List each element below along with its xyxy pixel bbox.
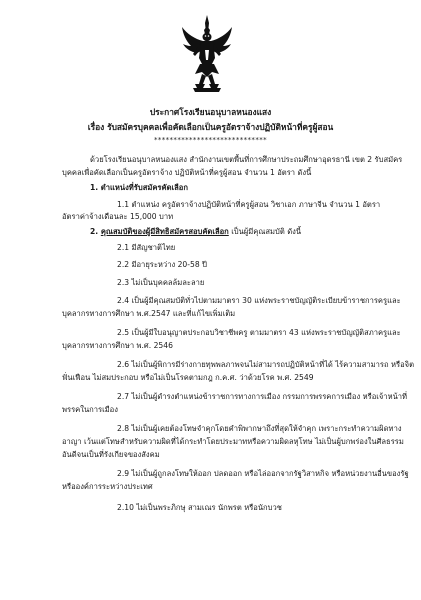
list-item: 2.8 ไม่เป็นผู้เคยต้องโทษจำคุกโดยคำพิพากษาถึงที่สุดให้จำคุก เพราะกระทำความผิดทาง <box>117 424 402 433</box>
list-item: 2.7 ไม่เป็นผู้ดำรงตำแหน่งข้าราชการทางการเมือง กรรมการพรรคการเมือง หรือเจ้าหน้าที่ <box>117 392 408 401</box>
section-2-heading <box>90 226 301 237</box>
announcement-subject: เรื่อง รับสมัครบุคคลเพื่อคัดเลือกเป็นครูอัตราจ้างปฏิบัติหน้าที่ครูผู้สอน <box>87 122 334 132</box>
list-item: 2.5 เป็นผู้มีใบอนุญาตประกอบวิชาชีพครู ตามมาตรา 43 แห่งพระราชบัญญัติสภาครูและ <box>117 328 401 337</box>
list-item-continuation: หรือองค์การระหว่างประเทศ <box>62 482 153 491</box>
list-item: 2.1 มีสัญชาติไทย <box>117 243 176 252</box>
list-item: 2.3 ไม่เป็นบุคคลล้มละลาย <box>117 278 205 287</box>
section-1-item-line-2: อัตราค่าจ้างเดือนละ 15,000 บาท <box>62 212 174 221</box>
announcement-title: ประกาศโรงเรียนอนุบาลหนองแสง <box>149 107 272 117</box>
list-item-continuation: พรรคในการเมือง <box>62 405 118 414</box>
list-item-continuation: ฟั่นเฟือน ไม่สมประกอบ หรือไม่เป็นโรคตามกฎ ก.ค.ศ. ว่าด้วยโรค พ.ศ. 2549 <box>62 373 314 382</box>
section-2-heading-underlined: คุณสมบัติของผู้มีสิทธิสมัครสอบคัดเลือก <box>100 227 229 236</box>
section-1-item-line-1: 1.1 ตำแหน่ง ครูอัตราจ้างปฏิบัติหน้าที่ครูผู้สอน วิชาเอก ภาษาจีน จำนวน 1 อัตรา <box>117 200 381 209</box>
list-item-continuation: บุคลากรทางการศึกษา พ.ศ. 2546 <box>62 341 173 350</box>
garuda-emblem-icon <box>181 14 233 94</box>
list-item: 2.6 ไม่เป็นผู้พิการมีร่างกายทุพพลภาพจนไม่สามารถปฏิบัติหน้าที่ได้ ไร้ความสามารถ หรือจิต <box>117 360 415 369</box>
list-item: 2.2 มีอายุระหว่าง 20-58 ปี <box>117 260 207 269</box>
section-1-heading: 1. ตำแหน่งที่รับสมัครคัดเลือก <box>90 183 188 192</box>
section-2-heading-number: 2. <box>90 227 99 236</box>
section-2-heading-rest: เป็นผู้มีคุณสมบัติ ดังนี้ <box>228 227 302 236</box>
title-divider: ***************************** <box>153 136 268 144</box>
intro-line-1: ด้วยโรงเรียนอนุบาลหนองแสง สำนักงานเขตพื้นที่การศึกษาประถมศึกษาอุดรธานี เขต 2 รับสมัคร <box>90 155 403 164</box>
list-item-continuation: บุคลากรทางการศึกษา พ.ศ.2547 และที่แก้ไขเพิ่มเติม <box>62 309 236 318</box>
list-item: 2.4 เป็นผู้มีคุณสมบัติทั่วไปตามมาตรา 30 แห่งพระราชบัญญัติระเบียบข้าราชการครูและ <box>117 296 401 305</box>
intro-line-2: บุคคลเพื่อคัดเลือกเป็นครูอัตราจ้าง ปฏิบัติหน้าที่ครูผู้สอน จำนวน 1 อัตรา ดังนี้ <box>62 168 312 177</box>
list-item: 2.10 ไม่เป็นพระภิกษุ สามเณร นักพรต หรือนักบวช <box>117 503 282 512</box>
list-item: 2.9 ไม่เป็นผู้ถูกลงโทษให้ออก ปลดออก หรือไล่ออกจากรัฐวิสาหกิจ หรือหน่วยงานอื่นของรัฐ <box>117 469 409 478</box>
list-item-continuation: อันดีจนเป็นที่รังเกียจของสังคม <box>62 450 160 459</box>
list-item-continuation: อาญา เว้นแต่โทษสำหรับความผิดที่ได้กระทำโดยประมาทหรือความผิดลหุโทษ ไม่เป็นผู้บกพร่องในศีลธรรม <box>62 437 404 446</box>
